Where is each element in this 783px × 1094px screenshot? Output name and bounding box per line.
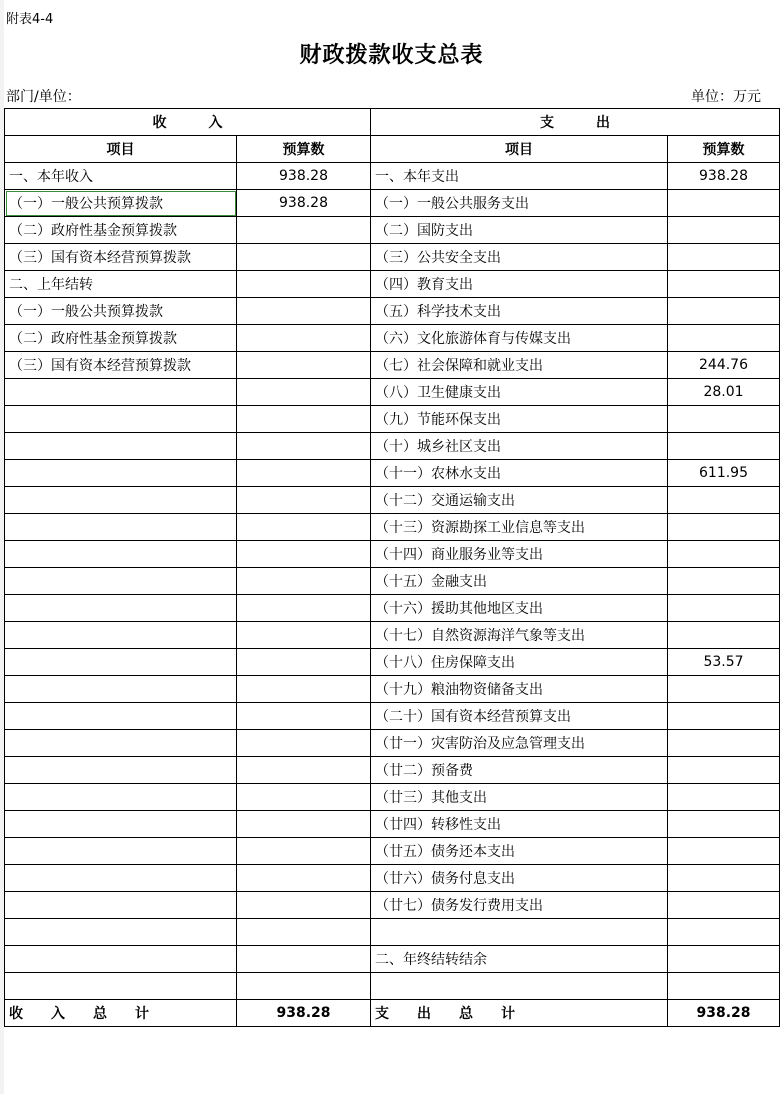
expense-budget-cell[interactable]: 938.28 (668, 163, 780, 190)
expense-budget-cell[interactable] (668, 217, 780, 244)
income-item-cell[interactable]: （三）国有资本经营预算拨款 (5, 244, 237, 271)
income-item-cell[interactable]: （一）一般公共预算拨款 (5, 298, 237, 325)
expense-budget-cell[interactable] (668, 325, 780, 352)
expense-item-cell[interactable]: （十）城乡社区支出 (371, 433, 668, 460)
table-row (5, 487, 780, 514)
expense-budget-cell[interactable] (668, 190, 780, 217)
table-row (5, 649, 780, 676)
income-item-cell[interactable]: （三）国有资本经营预算拨款 (5, 352, 237, 379)
expense-item-cell[interactable]: （十五）金融支出 (371, 568, 668, 595)
table-row (5, 460, 780, 487)
table-row (5, 973, 780, 1000)
income-item-cell[interactable] (5, 919, 237, 946)
income-item-cell[interactable] (5, 433, 237, 460)
expense-item-cell[interactable]: （七）社会保障和就业支出 (371, 352, 668, 379)
income-item-cell[interactable] (5, 757, 237, 784)
table-row (5, 838, 780, 865)
income-budget-cell[interactable] (237, 595, 371, 622)
expense-item-cell[interactable]: （一）一般公共服务支出 (371, 190, 668, 217)
income-item-cell[interactable] (5, 946, 237, 973)
expense-budget-cell[interactable] (668, 892, 780, 919)
expense-budget-cell[interactable] (668, 271, 780, 298)
expense-item-cell[interactable]: （廿四）转移性支出 (371, 811, 668, 838)
expense-budget-cell[interactable] (668, 622, 780, 649)
table-row (5, 946, 780, 973)
column-header-row (5, 136, 780, 163)
expense-budget-cell[interactable] (668, 514, 780, 541)
income-budget-cell[interactable] (237, 676, 371, 703)
income-item-cell[interactable] (5, 514, 237, 541)
table-row (5, 433, 780, 460)
expense-total-value[interactable]: 938.28 (668, 1000, 780, 1027)
income-budget-cell[interactable] (237, 892, 371, 919)
expense-budget-cell[interactable] (668, 811, 780, 838)
income-item-cell[interactable] (5, 730, 237, 757)
table-row (5, 757, 780, 784)
expense-item-cell[interactable]: （三）公共安全支出 (371, 244, 668, 271)
expense-budget-cell[interactable] (668, 865, 780, 892)
income-item-cell[interactable] (5, 838, 237, 865)
expense-item-header[interactable]: 项目 (371, 136, 668, 163)
income-budget-cell[interactable] (237, 865, 371, 892)
expense-budget-cell[interactable]: 53.57 (668, 649, 780, 676)
income-budget-cell[interactable]: 938.28 (237, 190, 371, 217)
expense-budget-cell[interactable] (668, 244, 780, 271)
table-row (5, 730, 780, 757)
income-budget-cell[interactable] (237, 568, 371, 595)
expense-budget-cell[interactable] (668, 784, 780, 811)
expense-budget-cell[interactable] (668, 433, 780, 460)
expense-item-cell[interactable]: （二）国防支出 (371, 217, 668, 244)
expense-item-cell[interactable]: （十六）援助其他地区支出 (371, 595, 668, 622)
expense-item-cell[interactable]: （六）文化旅游体育与传媒支出 (371, 325, 668, 352)
expense-item-cell[interactable]: 二、年终结转结余 (371, 946, 668, 973)
table-row (5, 271, 780, 298)
expense-budget-cell[interactable]: 28.01 (668, 379, 780, 406)
unit-label: 单位：万元 (691, 89, 761, 105)
attachment-number: 附表4-4 (6, 12, 54, 27)
income-total-value[interactable]: 938.28 (237, 1000, 371, 1027)
income-budget-cell[interactable] (237, 460, 371, 487)
table-row (5, 352, 780, 379)
expense-budget-cell[interactable]: 244.76 (668, 352, 780, 379)
income-item-cell[interactable]: （二）政府性基金预算拨款 (5, 217, 237, 244)
income-item-cell[interactable]: （一）一般公共预算拨款 (5, 190, 237, 217)
page-title: 财政拨款收支总表 (299, 42, 484, 68)
income-item-cell[interactable]: （二）政府性基金预算拨款 (5, 325, 237, 352)
expense-item-cell[interactable]: （廿六）债务付息支出 (371, 865, 668, 892)
table-row (5, 595, 780, 622)
expense-budget-cell[interactable] (668, 595, 780, 622)
income-item-cell[interactable] (5, 541, 237, 568)
expense-item-cell[interactable]: 一、本年支出 (371, 163, 668, 190)
income-item-cell[interactable] (5, 406, 237, 433)
totals-row (5, 1000, 780, 1027)
expense-budget-cell[interactable] (668, 568, 780, 595)
income-budget-cell[interactable] (237, 973, 371, 1000)
income-budget-header[interactable]: 预算数 (237, 136, 371, 163)
table-row (5, 568, 780, 595)
expense-budget-cell[interactable] (668, 730, 780, 757)
income-item-cell[interactable] (5, 865, 237, 892)
income-budget-cell[interactable] (237, 379, 371, 406)
income-budget-cell[interactable] (237, 622, 371, 649)
table-row (5, 541, 780, 568)
expense-item-cell[interactable]: （廿七）债务发行费用支出 (371, 892, 668, 919)
income-budget-cell[interactable] (237, 271, 371, 298)
expense-budget-cell[interactable]: 611.95 (668, 460, 780, 487)
income-item-cell[interactable] (5, 622, 237, 649)
income-budget-cell[interactable]: 938.28 (237, 163, 371, 190)
income-budget-cell[interactable] (237, 919, 371, 946)
table-row (5, 379, 780, 406)
table-row (5, 784, 780, 811)
income-budget-cell[interactable] (237, 406, 371, 433)
expense-budget-cell[interactable] (668, 703, 780, 730)
table-row (5, 919, 780, 946)
expense-item-cell[interactable]: （廿一）灾害防治及应急管理支出 (371, 730, 668, 757)
table-row (5, 163, 780, 190)
income-item-cell[interactable] (5, 460, 237, 487)
income-budget-cell[interactable] (237, 838, 371, 865)
expense-item-cell[interactable] (371, 919, 668, 946)
expense-budget-cell[interactable] (668, 676, 780, 703)
income-budget-cell[interactable] (237, 487, 371, 514)
expense-item-cell[interactable]: （十四）商业服务业等支出 (371, 541, 668, 568)
income-item-cell[interactable] (5, 703, 237, 730)
income-group-header[interactable]: 收 入 (5, 109, 371, 136)
table-row (5, 217, 780, 244)
table-row (5, 298, 780, 325)
income-budget-cell[interactable] (237, 244, 371, 271)
expense-budget-cell[interactable] (668, 541, 780, 568)
group-header-row (5, 109, 780, 136)
table-row (5, 190, 780, 217)
table-row (5, 514, 780, 541)
table-row (5, 325, 780, 352)
income-item-cell[interactable] (5, 892, 237, 919)
expense-item-cell[interactable]: （四）教育支出 (371, 271, 668, 298)
expense-item-cell[interactable]: （十二）交通运输支出 (371, 487, 668, 514)
expense-budget-cell[interactable] (668, 757, 780, 784)
income-budget-cell[interactable] (237, 352, 371, 379)
income-item-cell[interactable] (5, 973, 237, 1000)
expense-item-cell[interactable]: （十七）自然资源海洋气象等支出 (371, 622, 668, 649)
income-item-cell[interactable]: 一、本年收入 (5, 163, 237, 190)
table-row (5, 811, 780, 838)
expense-budget-cell[interactable] (668, 946, 780, 973)
income-budget-cell[interactable] (237, 298, 371, 325)
expense-item-cell[interactable]: （十八）住房保障支出 (371, 649, 668, 676)
table-row (5, 865, 780, 892)
expense-group-header[interactable]: 支 出 (371, 109, 780, 136)
income-budget-cell[interactable] (237, 433, 371, 460)
income-item-cell[interactable] (5, 595, 237, 622)
expense-budget-cell[interactable] (668, 406, 780, 433)
income-item-cell[interactable] (5, 784, 237, 811)
income-budget-cell[interactable] (237, 946, 371, 973)
income-item-header[interactable]: 项目 (5, 136, 237, 163)
expense-item-cell[interactable]: （廿三）其他支出 (371, 784, 668, 811)
expense-budget-cell[interactable] (668, 298, 780, 325)
department-label: 部门/单位： (6, 89, 81, 105)
income-item-cell[interactable]: 二、上年结转 (5, 271, 237, 298)
income-item-cell[interactable] (5, 676, 237, 703)
expense-budget-header[interactable]: 预算数 (668, 136, 780, 163)
income-item-cell[interactable] (5, 568, 237, 595)
table-row (5, 244, 780, 271)
income-budget-cell[interactable] (237, 784, 371, 811)
expense-item-cell[interactable]: （九）节能环保支出 (371, 406, 668, 433)
income-total-label[interactable]: 收 入 总 计 (5, 1000, 237, 1027)
income-item-cell[interactable] (5, 379, 237, 406)
income-item-cell[interactable] (5, 487, 237, 514)
budget-table (4, 108, 780, 1027)
expense-item-cell[interactable] (371, 973, 668, 1000)
expense-item-cell[interactable]: （八）卫生健康支出 (371, 379, 668, 406)
expense-budget-cell[interactable] (668, 919, 780, 946)
expense-item-cell[interactable]: （十一）农林水支出 (371, 460, 668, 487)
income-item-cell[interactable] (5, 811, 237, 838)
table-row (5, 622, 780, 649)
expense-item-cell[interactable]: （廿二）预备费 (371, 757, 668, 784)
income-budget-cell[interactable] (237, 730, 371, 757)
income-budget-cell[interactable] (237, 514, 371, 541)
table-row (5, 406, 780, 433)
income-budget-cell[interactable] (237, 217, 371, 244)
expense-budget-cell[interactable] (668, 973, 780, 1000)
income-budget-cell[interactable] (237, 325, 371, 352)
table-row (5, 703, 780, 730)
expense-item-cell[interactable]: （十三）资源勘探工业信息等支出 (371, 514, 668, 541)
table-row (5, 892, 780, 919)
expense-item-cell[interactable]: （二十）国有资本经营预算支出 (371, 703, 668, 730)
table-row (5, 676, 780, 703)
expense-budget-cell[interactable] (668, 838, 780, 865)
income-item-cell[interactable] (5, 649, 237, 676)
expense-item-cell[interactable]: （五）科学技术支出 (371, 298, 668, 325)
expense-item-cell[interactable]: （廿五）债务还本支出 (371, 838, 668, 865)
income-budget-cell[interactable] (237, 703, 371, 730)
expense-total-label[interactable]: 支 出 总 计 (371, 1000, 668, 1027)
expense-item-cell[interactable]: （十九）粮油物资储备支出 (371, 676, 668, 703)
income-budget-cell[interactable] (237, 757, 371, 784)
income-budget-cell[interactable] (237, 541, 371, 568)
income-budget-cell[interactable] (237, 649, 371, 676)
income-budget-cell[interactable] (237, 811, 371, 838)
expense-budget-cell[interactable] (668, 487, 780, 514)
